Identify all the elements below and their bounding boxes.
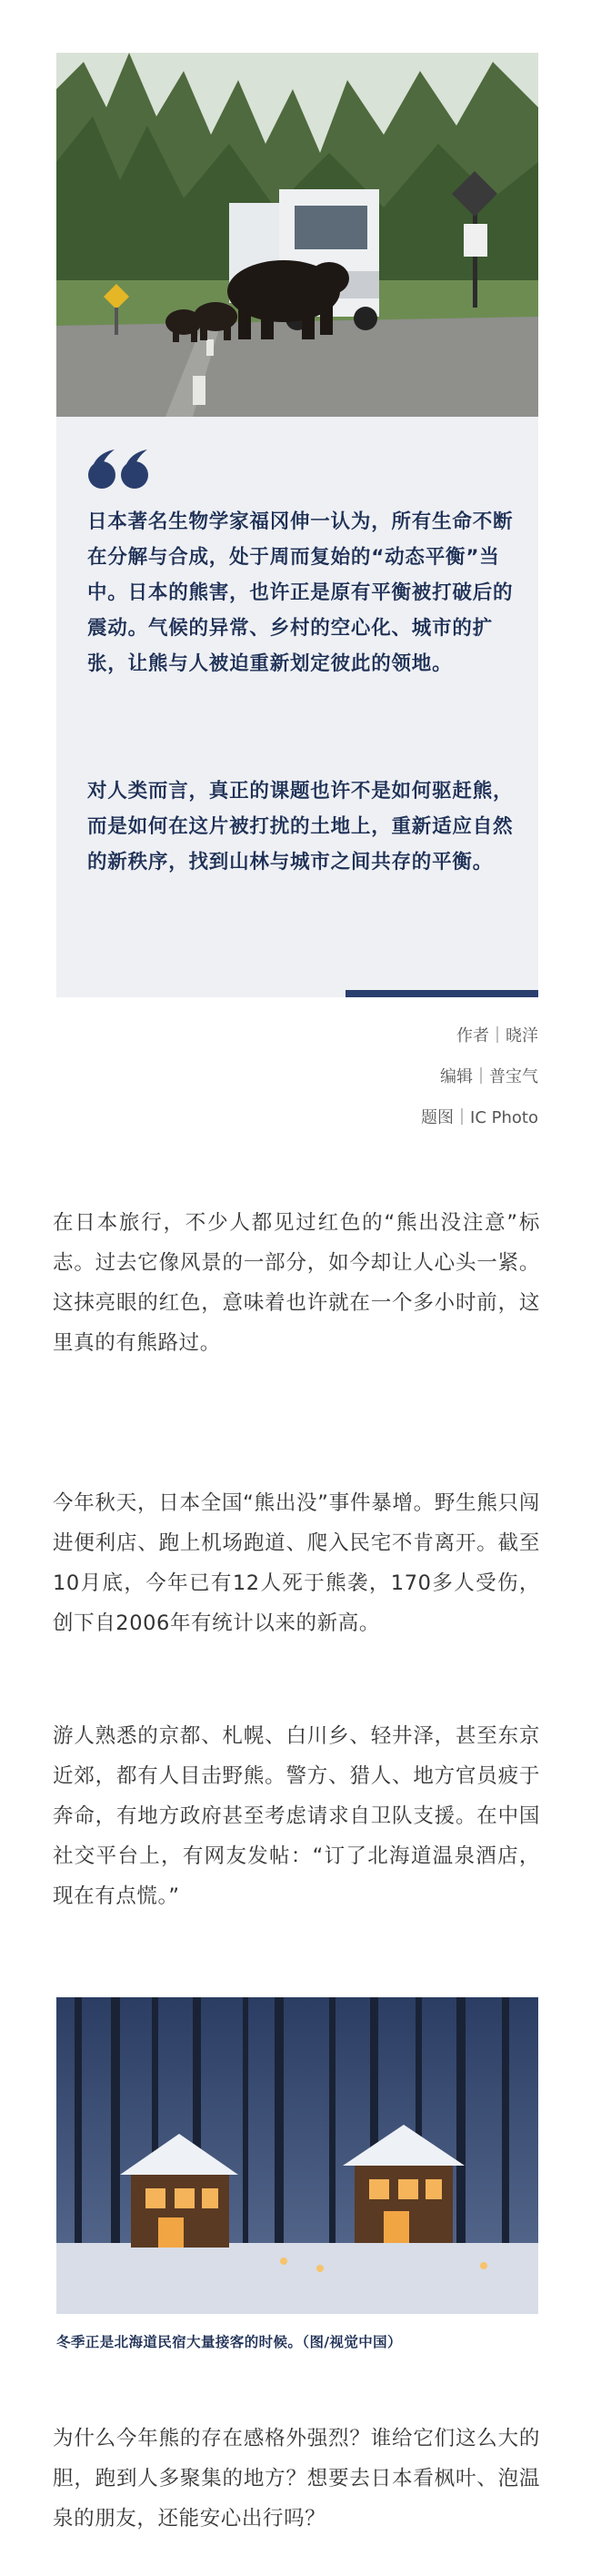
hero-photo-bears-road [56,53,538,417]
hero-photo-illustration [56,53,538,417]
quote-paragraph-2: 对人类而言，真正的课题也许不是如何驱赶熊，而是如何在这片被打扰的土地上，重新适应自然的新秩序，找到山林与城市之间共存的平衡。 [87,780,514,874]
body-paragraph-4: 为什么今年熊的存在感格外强烈？谁给它们这么大的胆，跑到人多聚集的地方？想要去日本看枫叶、泡温泉的朋友，还能安心出行吗？ [53,2427,540,2531]
author-credit: 作者｜晓洋 [456,1026,538,1046]
body-paragraph-2: 今年秋天，日本全国“熊出没”事件暴增。野生熊只闯进便利店、跑上机场跑道、爬入民宅不肯离开。截至10月底，今年已有12人死于熊袭，170多人受伤，创下自2006年有统计以来的新高。 [53,1491,540,1635]
image-credit: 题图｜IC Photo [421,1108,538,1127]
editor-credit: 编辑｜普宝气 [440,1067,538,1086]
body-paragraph-3: 游人熟悉的京都、札幌、白川乡、轻井泽，甚至东京近郊，都有人目击野熊。警方、猎人、地方官员疲于奔命，有地方政府甚至考虑请求自卫队支援。在中国社交平台上，有网友发帖：“订了北海道温泉酒店，现在有点慌。” [53,1724,540,1908]
quote-box [56,417,538,997]
winter-cabins-photo [56,1997,538,2314]
winter-cabins-illustration [56,1997,538,2314]
quote-paragraph-1: 日本著名生物学家福冈伸一认为，所有生命不断在分解与合成，处于周而复始的“动态平衡”当中。日本的熊害，也许正是原有平衡被打破后的震动。气候的异常、乡村的空心化、城市的扩张，让熊与人被迫重新划定彼此的领地。 [87,510,514,675]
quote-accent-bar [346,990,538,997]
photo-caption: 冬季正是北海道民宿大量接客的时候。（图/视觉中国） [56,2334,402,2350]
body-paragraph-1: 在日本旅行，不少人都见过红色的“熊出没注意”标志。过去它像风景的一部分，如今却让人心头一紧。这抹亮眼的红色，意味着也许就在一个多小时前，这里真的有熊路过。 [53,1211,540,1355]
quote-mark-icon [87,450,151,490]
article-credits [421,1015,538,1138]
